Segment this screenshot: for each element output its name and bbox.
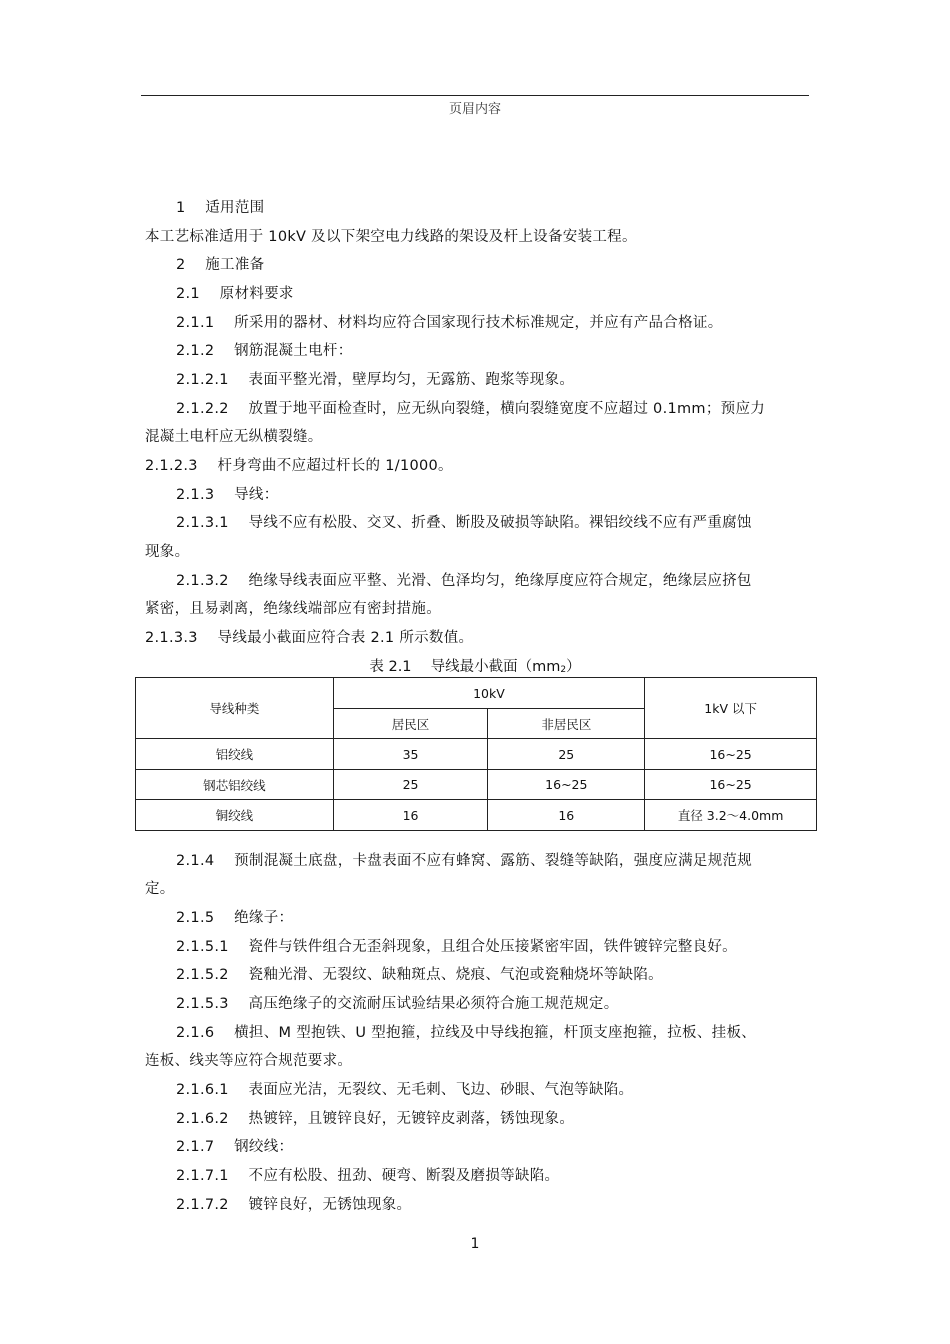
min-cross-section-table xyxy=(135,677,817,831)
paragraph-line: 紧密，且易剥离，绝缘线端部应有密封措施。 xyxy=(145,601,441,617)
paragraph-line: 2.1.5 绝缘子： xyxy=(176,910,294,926)
header-divider xyxy=(141,95,809,96)
paragraph-line: 2.1.7 钢绞线： xyxy=(176,1139,294,1155)
paragraph-line: 混凝土电杆应无纵横裂缝。 xyxy=(145,429,323,445)
cell-1kv-below: 16~25 xyxy=(645,770,817,800)
paragraph-line: 2.1.3.3 导线最小截面应符合表 2.1 所示数值。 xyxy=(145,630,474,646)
paragraph-line: 连板、线夹等应符合规范要求。 xyxy=(145,1053,353,1069)
paragraph-line: 2.1.5.3 高压绝缘子的交流耐压试验结果必须符合施工规范规定。 xyxy=(176,996,619,1012)
table-row xyxy=(136,739,817,770)
page-header: 页眉内容 xyxy=(448,102,501,117)
cell-non-resident: 25 xyxy=(488,739,645,770)
paragraph-line: 2.1.3.2 绝缘导线表面应平整、光滑、色泽均匀，绝缘厚度应符合规定，绝缘层应挤包 xyxy=(176,573,752,589)
paragraph-line: 2.1.5.2 瓷釉光滑、无裂纹、缺釉斑点、烧痕、气泡或瓷釉烧坏等缺陷。 xyxy=(176,967,663,983)
cell-1kv-below: 16~25 xyxy=(645,739,817,770)
page-number: 1 xyxy=(470,1236,480,1252)
table-caption-close: ） xyxy=(566,659,581,675)
paragraph-line: 定。 xyxy=(145,881,175,897)
subsection-heading: 2.1 原材料要求 xyxy=(176,286,294,302)
paragraph-line: 2.1.5.1 瓷件与铁件组合无歪斜现象，且组合处压接紧密牢固，铁件镀锌完整良好。 xyxy=(176,939,737,955)
paragraph-line: 2.1.3.1 导线不应有松股、交叉、折叠、断股及破损等缺陷。裸铝绞线不应有严重腐蚀 xyxy=(176,515,752,531)
header-resident-area: 居民区 xyxy=(333,709,488,739)
paragraph-line: 2.1.2.2 放置于地平面检查时，应无纵向裂缝，横向裂缝宽度不应超过 0.1mm；预应力 xyxy=(176,401,766,417)
header-1kv-below: 1kV 以下 xyxy=(645,678,817,739)
paragraph-line: 2.1.7.2 镀锌良好，无锈蚀现象。 xyxy=(176,1197,412,1213)
cell-1kv-below: 直径 3.2～4.0mm xyxy=(645,800,817,831)
cell-non-resident: 16 xyxy=(488,800,645,831)
section-heading: 1 适用范围 xyxy=(176,200,265,216)
cell-non-resident: 16~25 xyxy=(488,770,645,800)
header-non-resident-area: 非居民区 xyxy=(488,709,645,739)
cell-wire-type: 铜绞线 xyxy=(136,800,334,831)
paragraph-line: 本工艺标准适用于 10kV 及以下架空电力线路的架设及杆上设备安装工程。 xyxy=(145,229,637,245)
section-heading: 2 施工准备 xyxy=(176,257,265,273)
header-wire-type: 导线种类 xyxy=(136,678,334,739)
paragraph-line: 2.1.6.1 表面应光洁，无裂纹、无毛刺、飞边、砂眼、气泡等缺陷。 xyxy=(176,1082,634,1098)
cell-wire-type: 钢芯铝绞线 xyxy=(136,770,334,800)
paragraph-line: 2.1.2 钢筋混凝土电杆： xyxy=(176,343,353,359)
paragraph-line: 2.1.1 所采用的器材、材料均应符合国家现行技术标准规定，并应有产品合格证。 xyxy=(176,315,723,331)
paragraph-line: 2.1.4 预制混凝土底盘，卡盘表面不应有蜂窝、露筋、裂缝等缺陷，强度应满足规范规 xyxy=(176,853,753,869)
cell-resident: 35 xyxy=(333,739,488,770)
paragraph-line: 2.1.2.1 表面平整光滑，壁厚均匀，无露筋、跑浆等现象。 xyxy=(176,372,575,388)
table-caption-superscript: 2 xyxy=(560,665,567,675)
paragraph-line: 2.1.2.3 杆身弯曲不应超过杆长的 1/1000。 xyxy=(145,458,453,474)
cell-resident: 16 xyxy=(333,800,488,831)
header-10kv: 10kV xyxy=(333,678,645,709)
paragraph-line: 2.1.6.2 热镀锌，且镀锌良好，无镀锌皮剥落，锈蚀现象。 xyxy=(176,1111,575,1127)
paragraph-line: 2.1.6 横担、M 型抱铁、U 型抱箍，拉线及中导线抱箍，杆顶支座抱箍，拉板、挂板、 xyxy=(176,1025,757,1041)
table-row xyxy=(136,800,817,831)
cell-resident: 25 xyxy=(333,770,488,800)
paragraph-line: 现象。 xyxy=(145,544,190,560)
table-caption-text: 表 2.1 导线最小截面（mm xyxy=(369,659,561,675)
cell-wire-type: 铝绞线 xyxy=(136,739,334,770)
table-row xyxy=(136,770,817,800)
paragraph-line: 2.1.3 导线： xyxy=(176,487,279,503)
paragraph-line: 2.1.7.1 不应有松股、扭劲、硬弯、断裂及磨损等缺陷。 xyxy=(176,1168,560,1184)
